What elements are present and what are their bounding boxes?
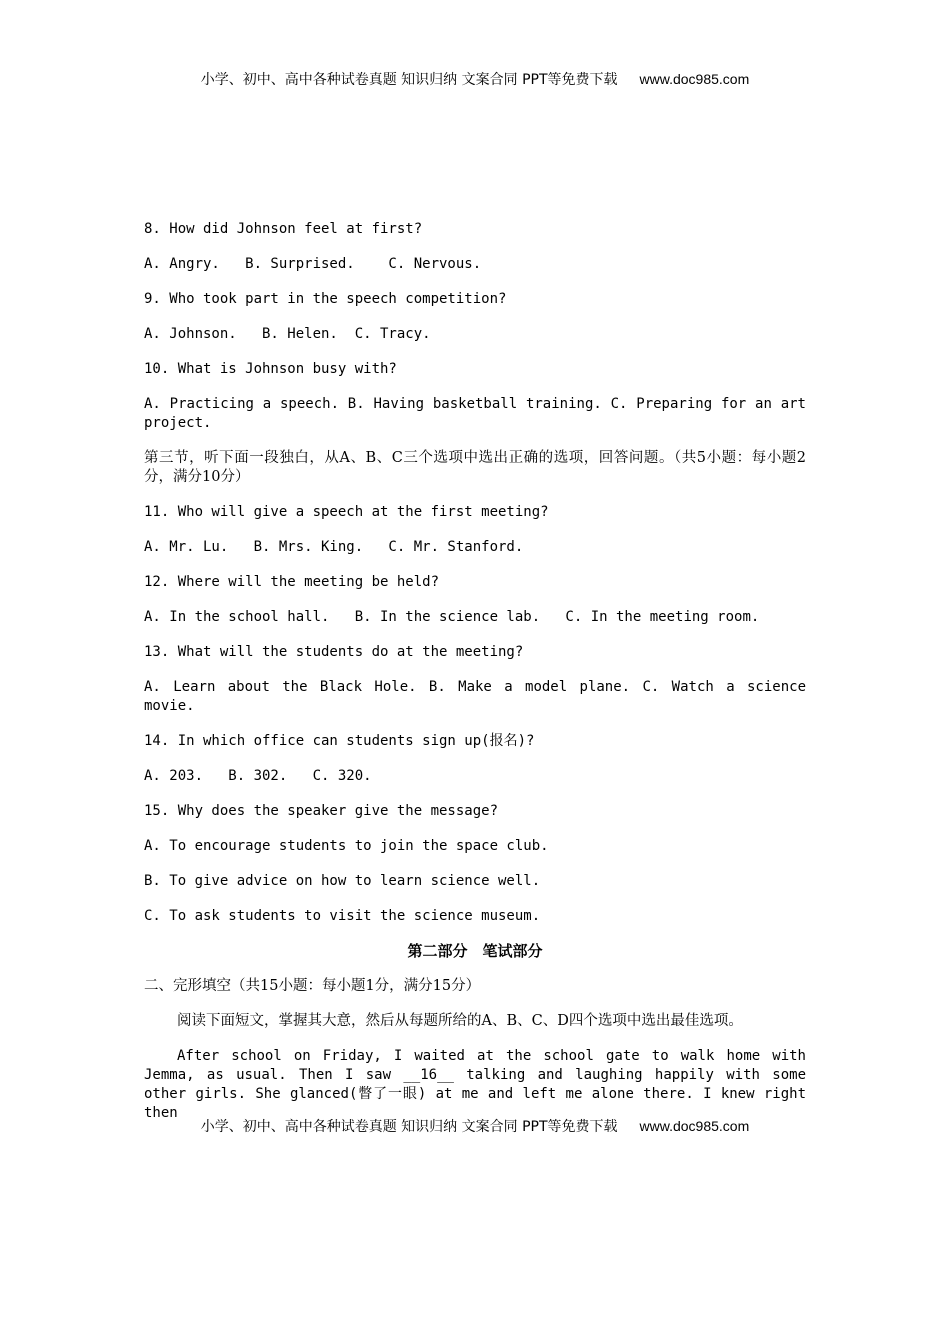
page-footer [0, 1116, 950, 1136]
question-15-option-a: A. To encourage students to join the space club. [144, 838, 549, 854]
question-13-options: A. Learn about the Black Hole. B. Make a model plane. C. Watch a science movie. [144, 679, 806, 714]
header-text: 小学、初中、高中各种试卷真题 知识归纳 文案合同 PPT等免费下载 [200, 72, 618, 88]
header-url[interactable]: www.doc985.com [639, 71, 750, 87]
question-15: 15. Why does the speaker give the message? [144, 803, 499, 819]
question-10: 10. What is Johnson busy with? [144, 361, 397, 377]
question-9: 9. Who took part in the speech competition? [144, 291, 507, 307]
question-12: 12. Where will the meeting be held? [144, 574, 440, 590]
section-3-instructions: 第三节，听下面一段独白，从A、B、C三个选项中选出正确的选项，回答问题。（共5小题：每小题2分，满分10分） [144, 450, 806, 485]
question-10-options: A. Practicing a speech. B. Having basketball training. C. Preparing for an art project. [144, 396, 806, 431]
question-11-options: A. Mr. Lu. B. Mrs. King. C. Mr. Stanford. [144, 539, 524, 555]
question-14: 14. In which office can students sign up(报名)? [144, 733, 535, 749]
cloze-title: 二、完形填空（共15小题：每小题1分，满分15分） [144, 978, 481, 994]
exam-content [144, 220, 806, 1123]
cloze-instruction: 阅读下面短文，掌握其大意，然后从每题所给的A、B、C、D四个选项中选出最佳选项。 [177, 1013, 743, 1029]
footer-url[interactable]: www.doc985.com [639, 1118, 750, 1134]
cloze-passage: After school on Friday, I waited at the school gate to walk home with Jemma, as usual. Then I saw __16__ talking and laughing happily with some other girls. She glanced(瞥了一眼) at me and left me alone there. I knew right then [144, 1048, 806, 1121]
question-14-options: A. 203. B. 302. C. 320. [144, 768, 372, 784]
part-2-title: 第二部分 笔试部分 [407, 942, 543, 960]
question-8: 8. How did Johnson feel at first? [144, 221, 423, 237]
question-13: 13. What will the students do at the meeting? [144, 644, 524, 660]
page-header [0, 69, 950, 89]
question-9-options: A. Johnson. B. Helen. C. Tracy. [144, 326, 431, 342]
question-15-option-b: B. To give advice on how to learn science well. [144, 873, 541, 889]
question-15-option-c: C. To ask students to visit the science museum. [144, 908, 541, 924]
question-8-options: A. Angry. B. Surprised. C. Nervous. [144, 256, 482, 272]
footer-text: 小学、初中、高中各种试卷真题 知识归纳 文案合同 PPT等免费下载 [200, 1119, 618, 1135]
question-12-options: A. In the school hall. B. In the science lab. C. In the meeting room. [144, 609, 760, 625]
question-11: 11. Who will give a speech at the first meeting? [144, 504, 549, 520]
